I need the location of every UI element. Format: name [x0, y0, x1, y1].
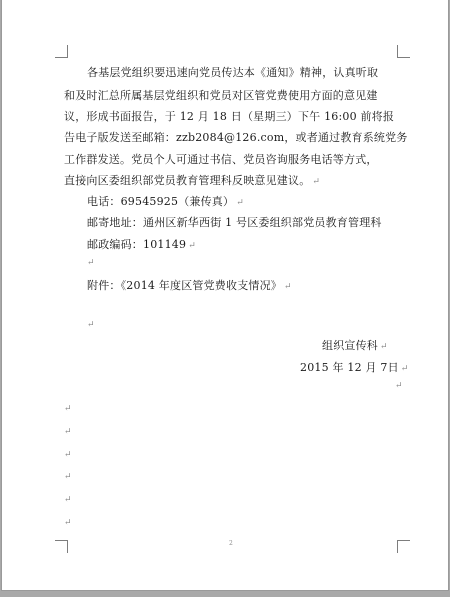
paragraph-mark-icon: ↵ [395, 381, 403, 391]
document-page [2, 0, 448, 590]
contact-phone: 电话：69545925（兼传真） ↵ [87, 195, 244, 208]
paragraph-mark-icon: ↵ [87, 258, 95, 268]
contact-address: 邮寄地址：通州区新华西街 1 号区委组织部党员教育管理科 [87, 216, 382, 229]
page-number: 2 [229, 540, 233, 547]
body-line-1: 各基层党组织要迅速向党员传达本《通知》精神，认真听取 [87, 66, 379, 79]
body-line-4: 告电子版发送至邮箱：zzb2084@126.com，或者通过教育系统党务 [64, 131, 408, 144]
paragraph-mark-icon: ↵ [284, 282, 292, 292]
body-line-5: 工作群发送。党员个人可通过书信、党员咨询服务电话等方式， [64, 153, 378, 166]
paragraph-mark-icon: ↵ [87, 320, 95, 330]
signature-date: 2015 年 12 月 7日 ↵ [300, 361, 409, 374]
paragraph-mark-icon: ↵ [64, 495, 72, 505]
paragraph-mark-icon: ↵ [188, 241, 196, 251]
attachment-line: 附件：《2014 年度区管党费收支情况》 ↵ [87, 279, 292, 292]
paragraph-mark-icon: ↵ [64, 472, 72, 482]
contact-postcode: 邮政编码：101149 ↵ [87, 238, 196, 251]
body-line-6: 直接向区委组织部党员教育管理科反映意见建议。 ↵ [64, 174, 321, 187]
paragraph-mark-icon: ↵ [312, 177, 321, 187]
paragraph-mark-icon: ↵ [64, 404, 72, 414]
crop-mark-top-left [55, 45, 68, 58]
crop-mark-top-right [397, 45, 410, 58]
body-line-3: 议，形成书面报告，于 12 月 18 日（星期三）下午 16:00 前将报 [64, 110, 395, 123]
paragraph-mark-icon: ↵ [400, 364, 409, 374]
crop-mark-bottom-left [55, 540, 68, 553]
body-line-2: 和及时汇总所属基层党组织和党员对区管党费使用方面的意见建 [64, 89, 378, 102]
paragraph-mark-icon: ↵ [64, 518, 72, 528]
paragraph-mark-icon: ↵ [64, 427, 72, 437]
signature-org: 组织宣传科 ↵ [322, 339, 388, 352]
paragraph-mark-icon: ↵ [236, 198, 244, 208]
paragraph-mark-icon: ↵ [380, 342, 388, 352]
crop-mark-bottom-right [397, 540, 410, 553]
paragraph-mark-icon: ↵ [64, 450, 72, 460]
